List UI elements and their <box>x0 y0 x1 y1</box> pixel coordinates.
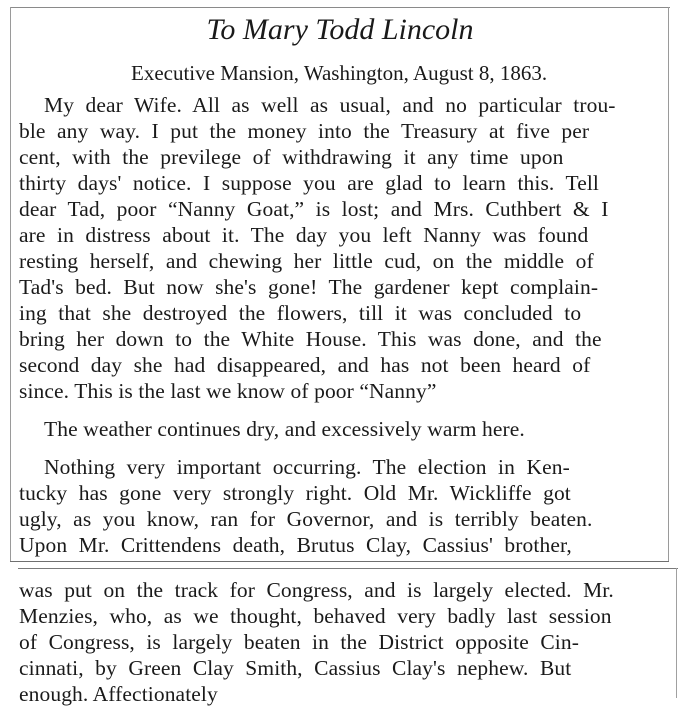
letter-line: was put on the track for Congress, and is largely elected. Mr. <box>19 578 614 602</box>
letter-line: of Congress, is largely beaten in the District opposite Cin- <box>19 630 579 654</box>
letter-title: To Mary Todd Lincoln <box>206 13 474 46</box>
letter-line: ble any way. I put the money into the Treasury at five per <box>19 119 590 143</box>
letter-line: bring her down to the White House. This was done, and the <box>19 327 602 351</box>
letter-line: Menzies, who, as we thought, behaved very badly last session <box>19 604 612 628</box>
letter-line: Tad's bed. But now she's gone! The gardener kept complain- <box>19 275 599 299</box>
letter-line: since. This is the last we know of poor “Nanny” <box>19 379 437 403</box>
letter-line: cinnati, by Green Clay Smith, Cassius Clay's nephew. But <box>19 656 572 680</box>
letter-dateline: Executive Mansion, Washington, August 8, 1863. <box>131 61 548 85</box>
letter-line: tucky has gone very strongly right. Old Mr. Wickliffe got <box>19 481 571 505</box>
letter-line: second day she had disappeared, and has not been heard of <box>19 353 591 377</box>
letter-line: ing that she destroyed the flowers, till it was concluded to <box>19 301 582 325</box>
letter-line: enough. Affectionately <box>19 682 218 706</box>
letter-line: Upon Mr. Crittendens death, Brutus Clay, Cassius' brother, <box>19 533 572 557</box>
letter-line: resting herself, and chewing her little cud, on the middle of <box>19 249 594 273</box>
letter-line: are in distress about it. The day you left Nanny was found <box>19 223 589 247</box>
letter-line: The weather continues dry, and excessively warm here. <box>44 417 525 441</box>
letter-line: cent, with the previlege of withdrawing it any time upon <box>19 145 564 169</box>
letter-line: dear Tad, poor “Nanny Goat,” is lost; and Mrs. Cuthbert & I <box>19 197 609 221</box>
letter-line: ugly, as you know, ran for Governor, and is terribly beaten. <box>19 507 593 531</box>
letter-line: Nothing very important occurring. The election in Ken- <box>44 455 570 479</box>
letter-line: thirty days' notice. I suppose you are glad to learn this. Tell <box>19 171 600 195</box>
letter-line: My dear Wife. All as well as usual, and no particular trou- <box>44 93 616 117</box>
